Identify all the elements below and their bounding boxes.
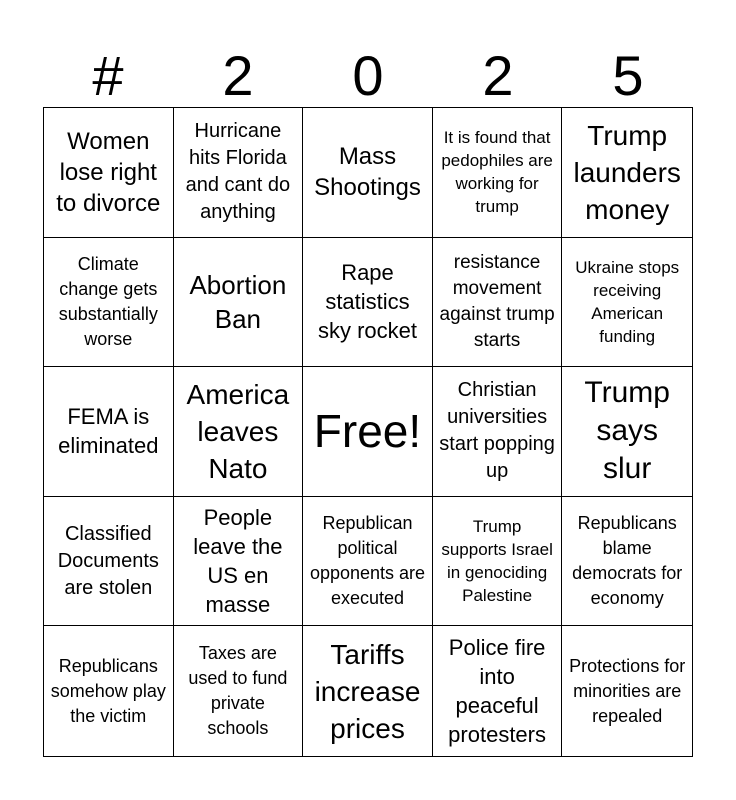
bingo-cell-text: Tariffs increase prices bbox=[314, 638, 421, 744]
bingo-cell-r3-c4[interactable] bbox=[433, 367, 563, 497]
bingo-cell-text: Trump launders money bbox=[573, 119, 681, 225]
bingo-cell-text: Classified Documents are stolen bbox=[57, 522, 159, 599]
bingo-cell-text: Women lose right to divorce bbox=[56, 127, 161, 217]
header-letter-2: 2 bbox=[222, 44, 254, 107]
bingo-grid bbox=[43, 107, 693, 757]
bingo-cell-r4-c2[interactable] bbox=[174, 497, 304, 627]
bingo-cell-text: Abortion Ban bbox=[189, 269, 287, 334]
bingo-cell-r5-c1[interactable] bbox=[44, 626, 174, 756]
bingo-cell-r4-c5[interactable] bbox=[562, 497, 692, 627]
bingo-cell-r2-c1[interactable] bbox=[44, 238, 174, 368]
bingo-cell-r3-c2[interactable] bbox=[174, 367, 304, 497]
bingo-cell-r2-c5[interactable] bbox=[562, 238, 692, 368]
bingo-cell-text: Rape statistics sky rocket bbox=[317, 260, 417, 344]
bingo-cell-text: Free! bbox=[313, 405, 422, 458]
bingo-cell-r1-c2[interactable] bbox=[174, 108, 304, 238]
bingo-cell-r4-c1[interactable] bbox=[44, 497, 174, 627]
bingo-cell-text: Taxes are used to fund private schools bbox=[188, 643, 288, 739]
bingo-cell-r5-c5[interactable] bbox=[562, 626, 692, 756]
bingo-cell-text: Republicans blame democrats for economy bbox=[572, 513, 683, 609]
header-letter-4: 2 bbox=[482, 44, 514, 107]
bingo-cell-text: Ukraine stops receiving American funding bbox=[575, 257, 680, 346]
bingo-cell-text: Trump says slur bbox=[584, 376, 670, 486]
bingo-cell-r2-c2[interactable] bbox=[174, 238, 304, 368]
bingo-cell-text: FEMA is eliminated bbox=[58, 404, 159, 459]
bingo-cell-text: Hurricane hits Florida and cant do anything bbox=[185, 120, 291, 224]
bingo-cell-text: America leaves Nato bbox=[186, 378, 290, 484]
bingo-cell-r1-c4[interactable] bbox=[433, 108, 563, 238]
header-letter-1: # bbox=[92, 44, 124, 107]
bingo-cell-r5-c2[interactable] bbox=[174, 626, 304, 756]
bingo-cell-text: Republican political opponents are executed bbox=[309, 513, 426, 609]
bingo-cell-r5-c3[interactable] bbox=[303, 626, 433, 756]
bingo-cell-text: It is found that pedophiles are working for trump bbox=[441, 128, 553, 217]
bingo-cell-r2-c3[interactable] bbox=[303, 238, 433, 368]
header-letter-3: 0 bbox=[352, 44, 384, 107]
bingo-cell-r1-c5[interactable] bbox=[562, 108, 692, 238]
bingo-cell-r3-c5[interactable] bbox=[562, 367, 692, 497]
bingo-cell-text: Christian universities start popping up bbox=[439, 379, 555, 483]
bingo-cell-text: People leave the US en masse bbox=[193, 505, 283, 618]
bingo-header bbox=[43, 44, 693, 108]
bingo-cell-r3-c1[interactable] bbox=[44, 367, 174, 497]
bingo-cell-text: Protections for minorities are repealed bbox=[569, 655, 686, 726]
bingo-cell-text: Republicans somehow play the victim bbox=[50, 655, 166, 726]
bingo-cell-text: Mass Shootings bbox=[314, 143, 421, 202]
bingo-cell-text: resistance movement against trump starts bbox=[439, 251, 555, 351]
bingo-cell-r1-c3[interactable] bbox=[303, 108, 433, 238]
bingo-cell-free[interactable] bbox=[303, 367, 433, 497]
bingo-cell-r2-c4[interactable] bbox=[433, 238, 563, 368]
bingo-cell-text: Trump supports Israel in genociding Palestine bbox=[441, 517, 553, 606]
bingo-cell-r4-c4[interactable] bbox=[433, 497, 563, 627]
bingo-cell-r4-c3[interactable] bbox=[303, 497, 433, 627]
header-letter-5: 5 bbox=[612, 44, 644, 107]
bingo-cell-text: Police fire into peaceful protesters bbox=[448, 635, 546, 748]
bingo-cell-r1-c1[interactable] bbox=[44, 108, 174, 238]
bingo-cell-text: Climate change gets substantially worse bbox=[58, 253, 158, 349]
bingo-cell-r5-c4[interactable] bbox=[433, 626, 563, 756]
